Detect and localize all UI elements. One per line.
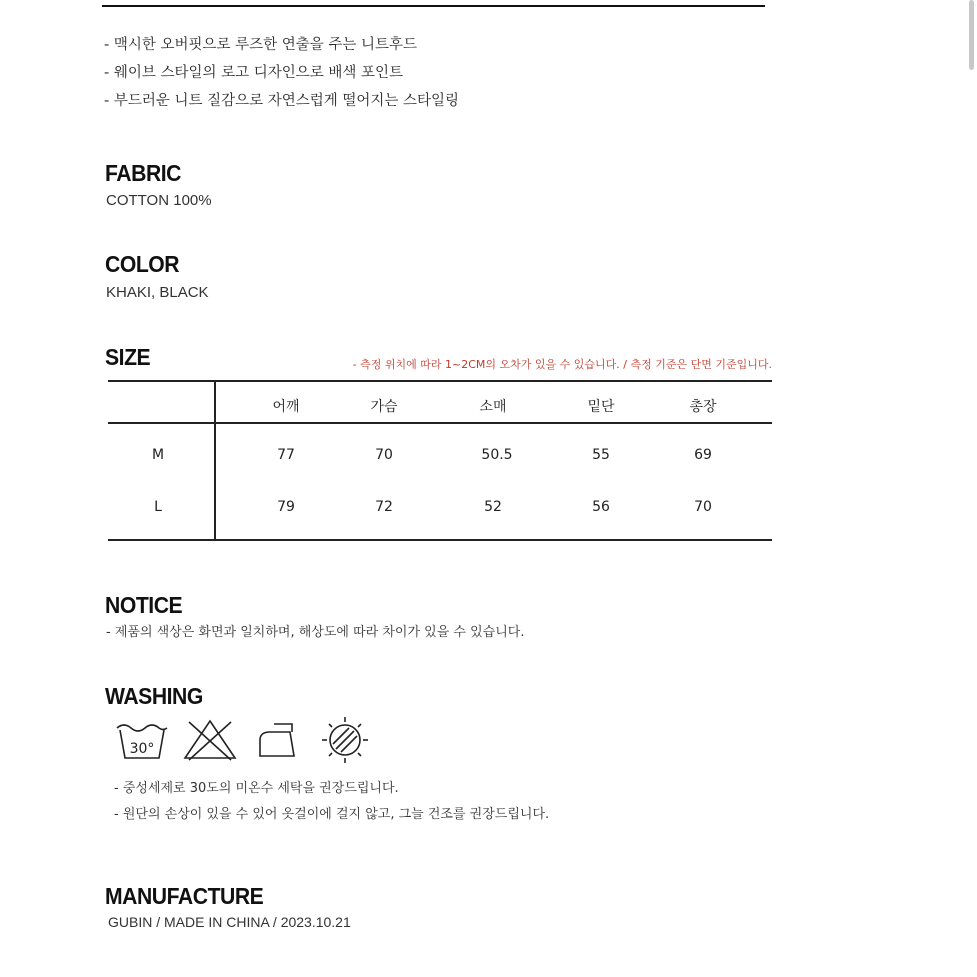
size-measurement-note: - 측정 위치에 따라 1~2CM의 오차가 있을 수 있습니다. / 측정 기준은 단면 기준입니다. (352, 358, 772, 371)
size-row-label: L (154, 499, 162, 515)
scrollbar[interactable] (969, 0, 974, 70)
size-cell: 79 (277, 499, 295, 515)
color-value: KHAKI, BLACK (106, 284, 209, 301)
manufacture-value: GUBIN / MADE IN CHINA / 2023.10.21 (108, 914, 351, 930)
iron-icon (252, 720, 300, 764)
washing-note: - 원단의 손상이 있을 수 있어 옷걸이에 걸지 않고, 그늘 건조를 권장드립니다. (114, 807, 550, 822)
size-table-bottom-border (108, 539, 772, 541)
size-cell: 70 (694, 499, 712, 515)
washing-note: - 중성세제로 30도의 미온수 세탁을 권장드립니다. (114, 781, 399, 796)
washing-notes (114, 776, 549, 828)
no-tumble-dry-icon (318, 712, 372, 770)
manufacture-heading: MANUFACTURE (105, 883, 264, 909)
intro-bullet-list (104, 31, 459, 115)
size-col-header: 밑단 (587, 399, 615, 415)
top-divider (102, 5, 765, 7)
size-heading: SIZE (105, 344, 151, 370)
size-table-top-border (108, 380, 772, 382)
size-cell: 52 (484, 499, 502, 515)
size-cell: 72 (375, 499, 393, 515)
size-table-column-divider (214, 381, 216, 540)
size-cell: 56 (592, 499, 610, 515)
size-cell: 69 (694, 447, 712, 463)
intro-bullet: - 맥시한 오버핏으로 루즈한 연출을 주는 니트후드 (104, 37, 418, 53)
size-col-header: 가슴 (370, 399, 398, 415)
size-cell: 70 (375, 447, 393, 463)
fabric-value: COTTON 100% (106, 192, 212, 209)
no-bleach-icon (181, 716, 239, 766)
size-col-header: 소매 (479, 399, 507, 415)
notice-text: - 제품의 색상은 화면과 일치하며, 해상도에 따라 차이가 있을 수 있습니다. (106, 625, 525, 640)
notice-heading: NOTICE (105, 592, 183, 618)
size-col-header: 어깨 (272, 399, 300, 415)
size-row-label: M (151, 447, 165, 463)
size-cell: 50.5 (481, 447, 513, 463)
size-cell: 77 (277, 447, 295, 463)
intro-bullet: - 부드러운 니트 질감으로 자연스럽게 떨어지는 스타일링 (104, 93, 460, 109)
color-heading: COLOR (105, 251, 180, 277)
wash-temperature: 30° (129, 741, 155, 757)
size-col-header: 총장 (689, 399, 717, 415)
size-table-header-divider (108, 422, 772, 424)
washing-heading: WASHING (105, 683, 203, 709)
fabric-heading: FABRIC (105, 160, 182, 186)
intro-bullet: - 웨이브 스타일의 로고 디자인으로 배색 포인트 (104, 65, 404, 81)
wash-30-icon (114, 714, 170, 768)
size-cell: 55 (592, 447, 610, 463)
